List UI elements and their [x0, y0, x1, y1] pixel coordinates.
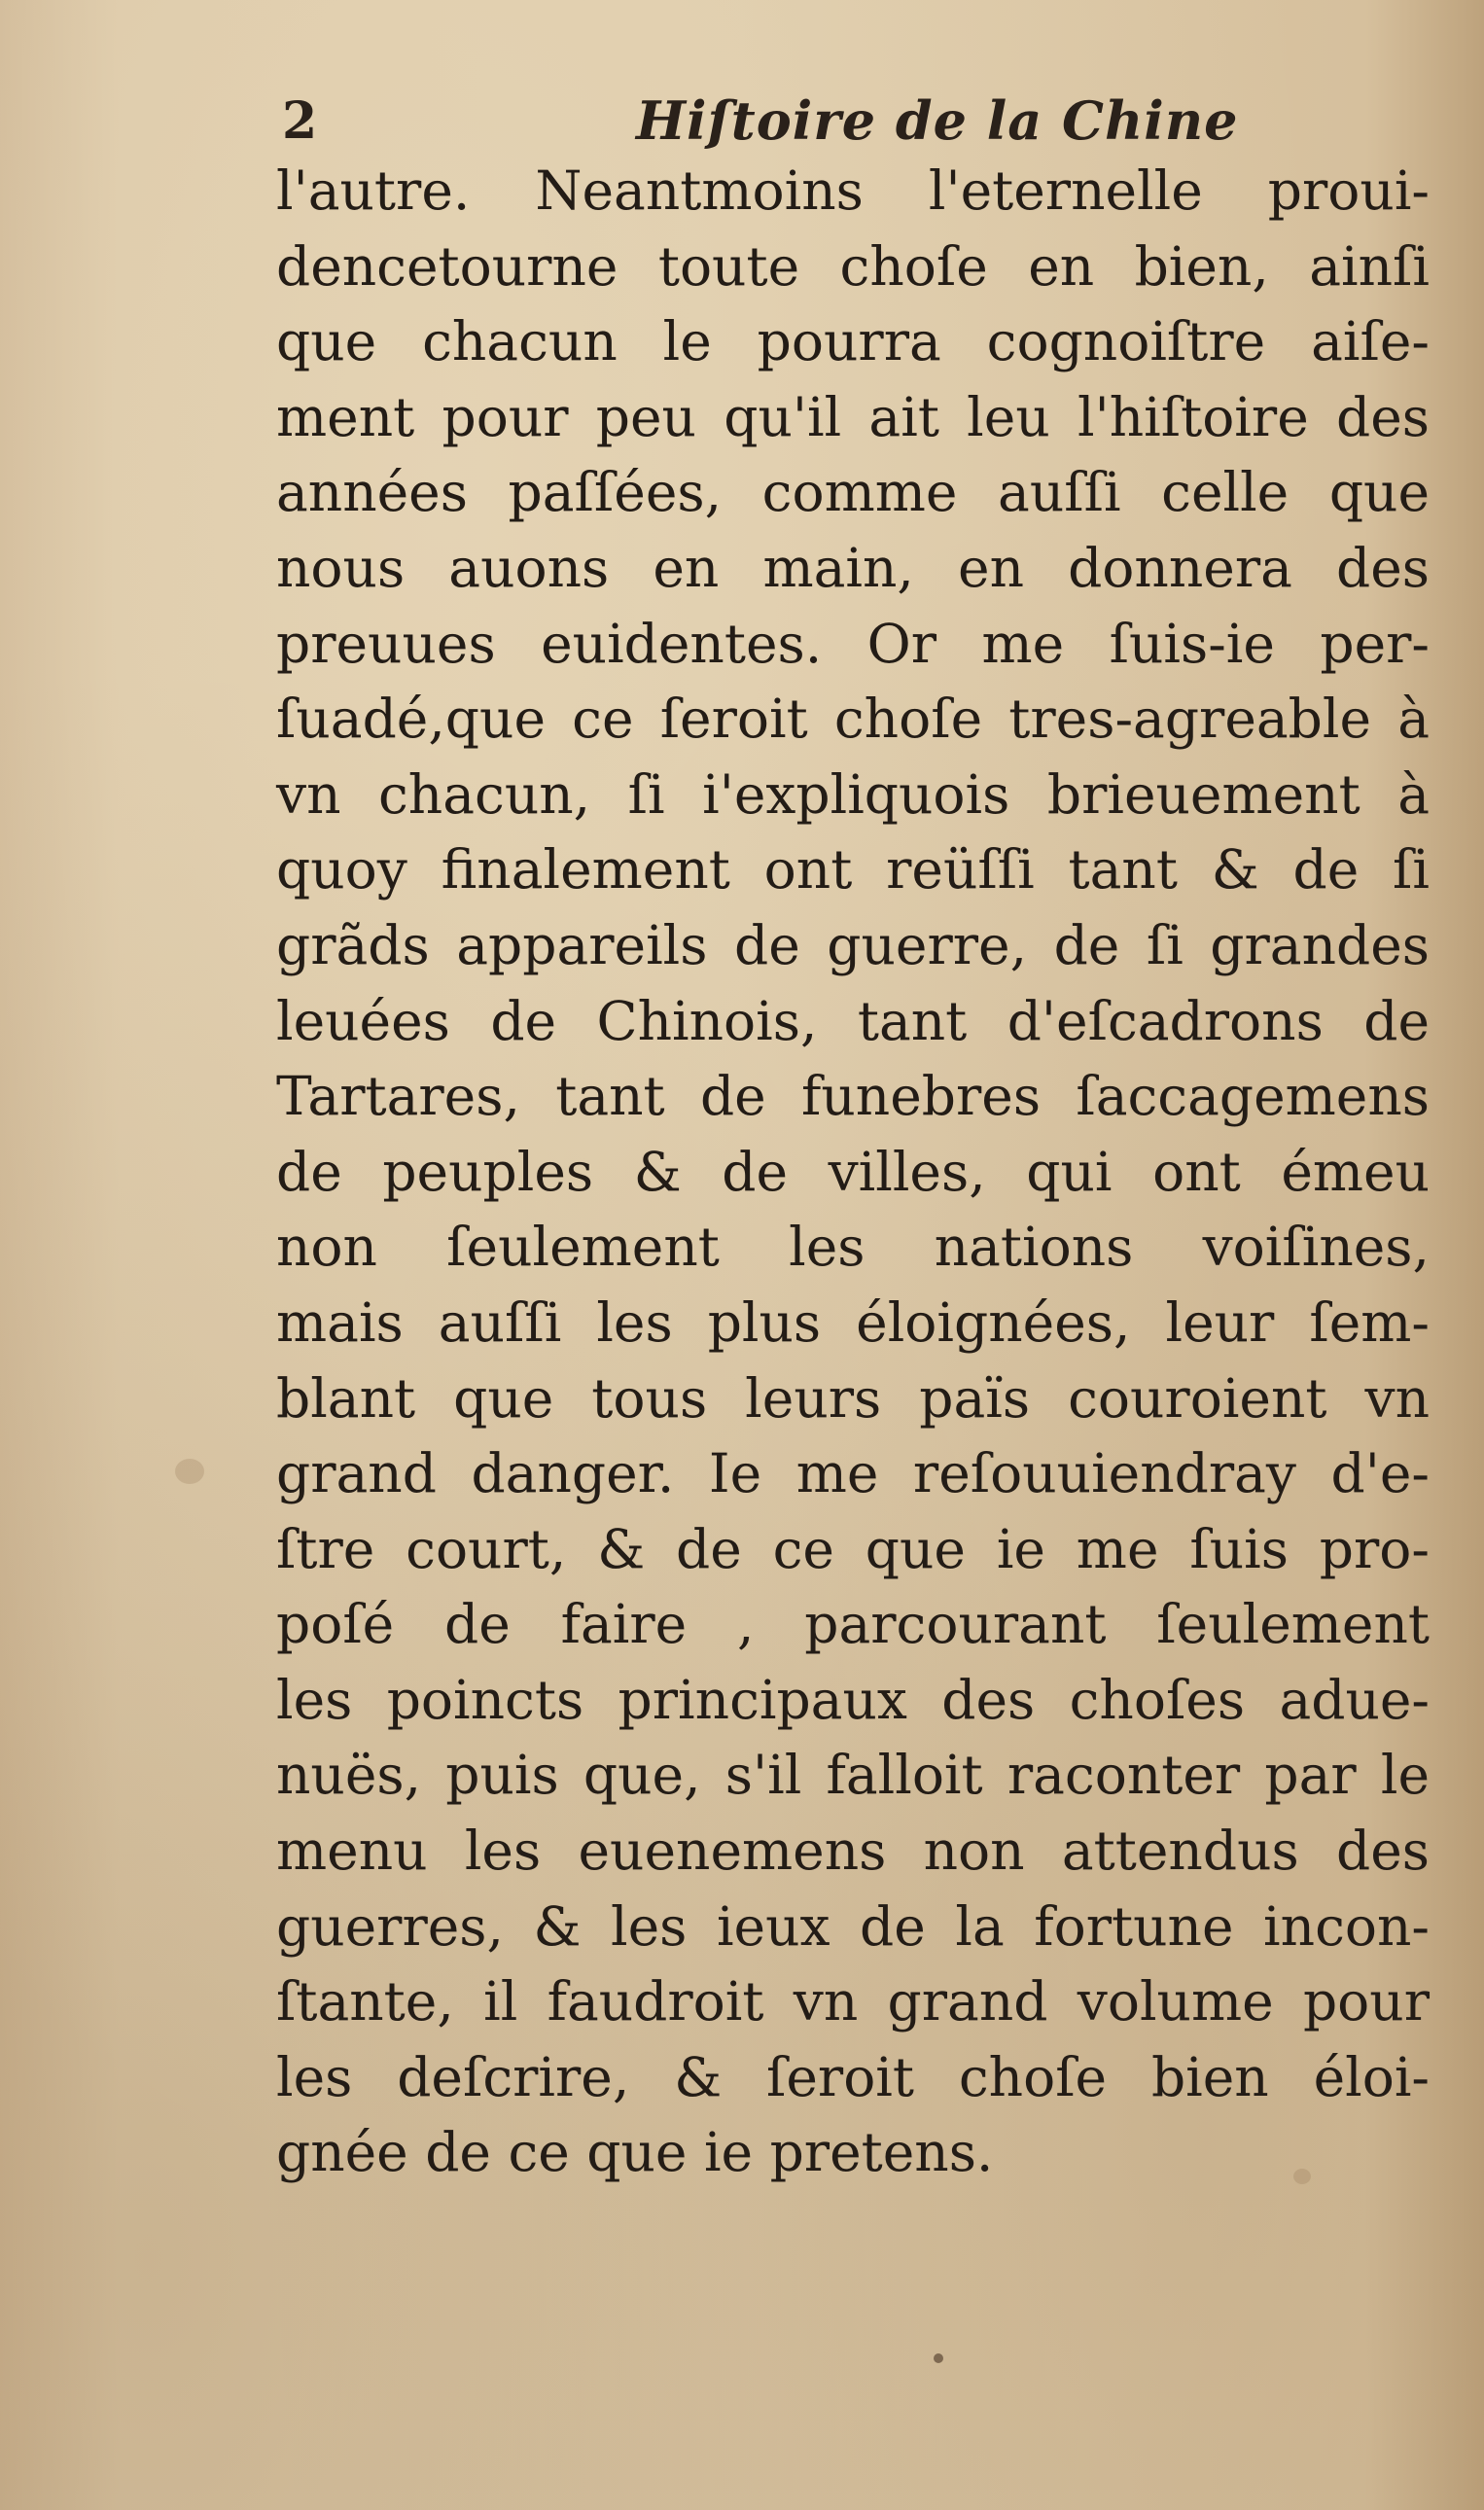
text-line: nous auons en main, en donnera des [276, 536, 1430, 599]
running-head [278, 86, 1426, 163]
text-line: non ſeulement les nations voiſines, [276, 1216, 1430, 1279]
text-line: guerres, & les ieux de la fortune incon- [276, 1894, 1430, 1958]
text-line: ſtante, il faudroit vn grand volume pour [276, 1970, 1430, 2033]
text-line: quoy finalement ont reüſſi tant & de ſi [276, 838, 1430, 901]
paper-stain [175, 1459, 204, 1484]
text-line: les deſcrire, & ſeroit choſe bien éloi- [276, 2045, 1430, 2108]
ink-dot [934, 2353, 943, 2363]
page-number: 2 [282, 91, 318, 151]
text-line: grand danger. Ie me reſouuiendray d'e- [276, 1442, 1430, 1505]
running-title: Hiſtoire de la Chine [636, 89, 1239, 152]
text-line: mais auſſi les plus éloignées, leur ſem- [276, 1290, 1430, 1354]
body-text [276, 154, 1430, 2191]
text-line: grãds appareils de guerre, de ſi grandes [276, 913, 1430, 976]
text-line: Tartares, tant de funebres ſaccagemens [276, 1065, 1430, 1128]
text-line: poſé de faire , parcourant ſeulement [276, 1593, 1430, 1656]
text-line: années paſſées, comme auſſi celle que [276, 461, 1430, 524]
text-line: les poincts principaux des choſes adue- [276, 1668, 1430, 1731]
text-line: ſuadé,que ce ſeroit choſe tres-agreable à [276, 688, 1430, 751]
text-line: dencetourne toute choſe en bien, ainſi [276, 234, 1430, 298]
text-line: ment pour peu qu'il ait leu l'hiſtoire des [276, 385, 1430, 448]
text-line: de peuples & de villes, qui ont émeu [276, 1140, 1430, 1203]
text-line: ſtre court, & de ce que ie me ſuis pro- [276, 1517, 1430, 1580]
text-line: preuues euidentes. Or me ſuis-ie per- [276, 612, 1430, 675]
text-line: leuées de Chinois, tant d'eſcadrons de [276, 989, 1430, 1052]
text-line: blant que tous leurs païs couroient vn [276, 1366, 1430, 1430]
text-line: l'autre. Neantmoins l'eternelle proui- [276, 159, 1430, 222]
text-line: vn chacun, ſi i'expliquois brieuement à [276, 762, 1430, 826]
text-line: menu les euenemens non attendus des [276, 1820, 1430, 1883]
text-line: nuës, puis que, s'il falloit raconter par le [276, 1744, 1430, 1807]
text-line: que chacun le pourra cognoiſtre aiſe- [276, 310, 1430, 373]
text-line-final: gnée de ce que ie pretens. [276, 2121, 994, 2184]
